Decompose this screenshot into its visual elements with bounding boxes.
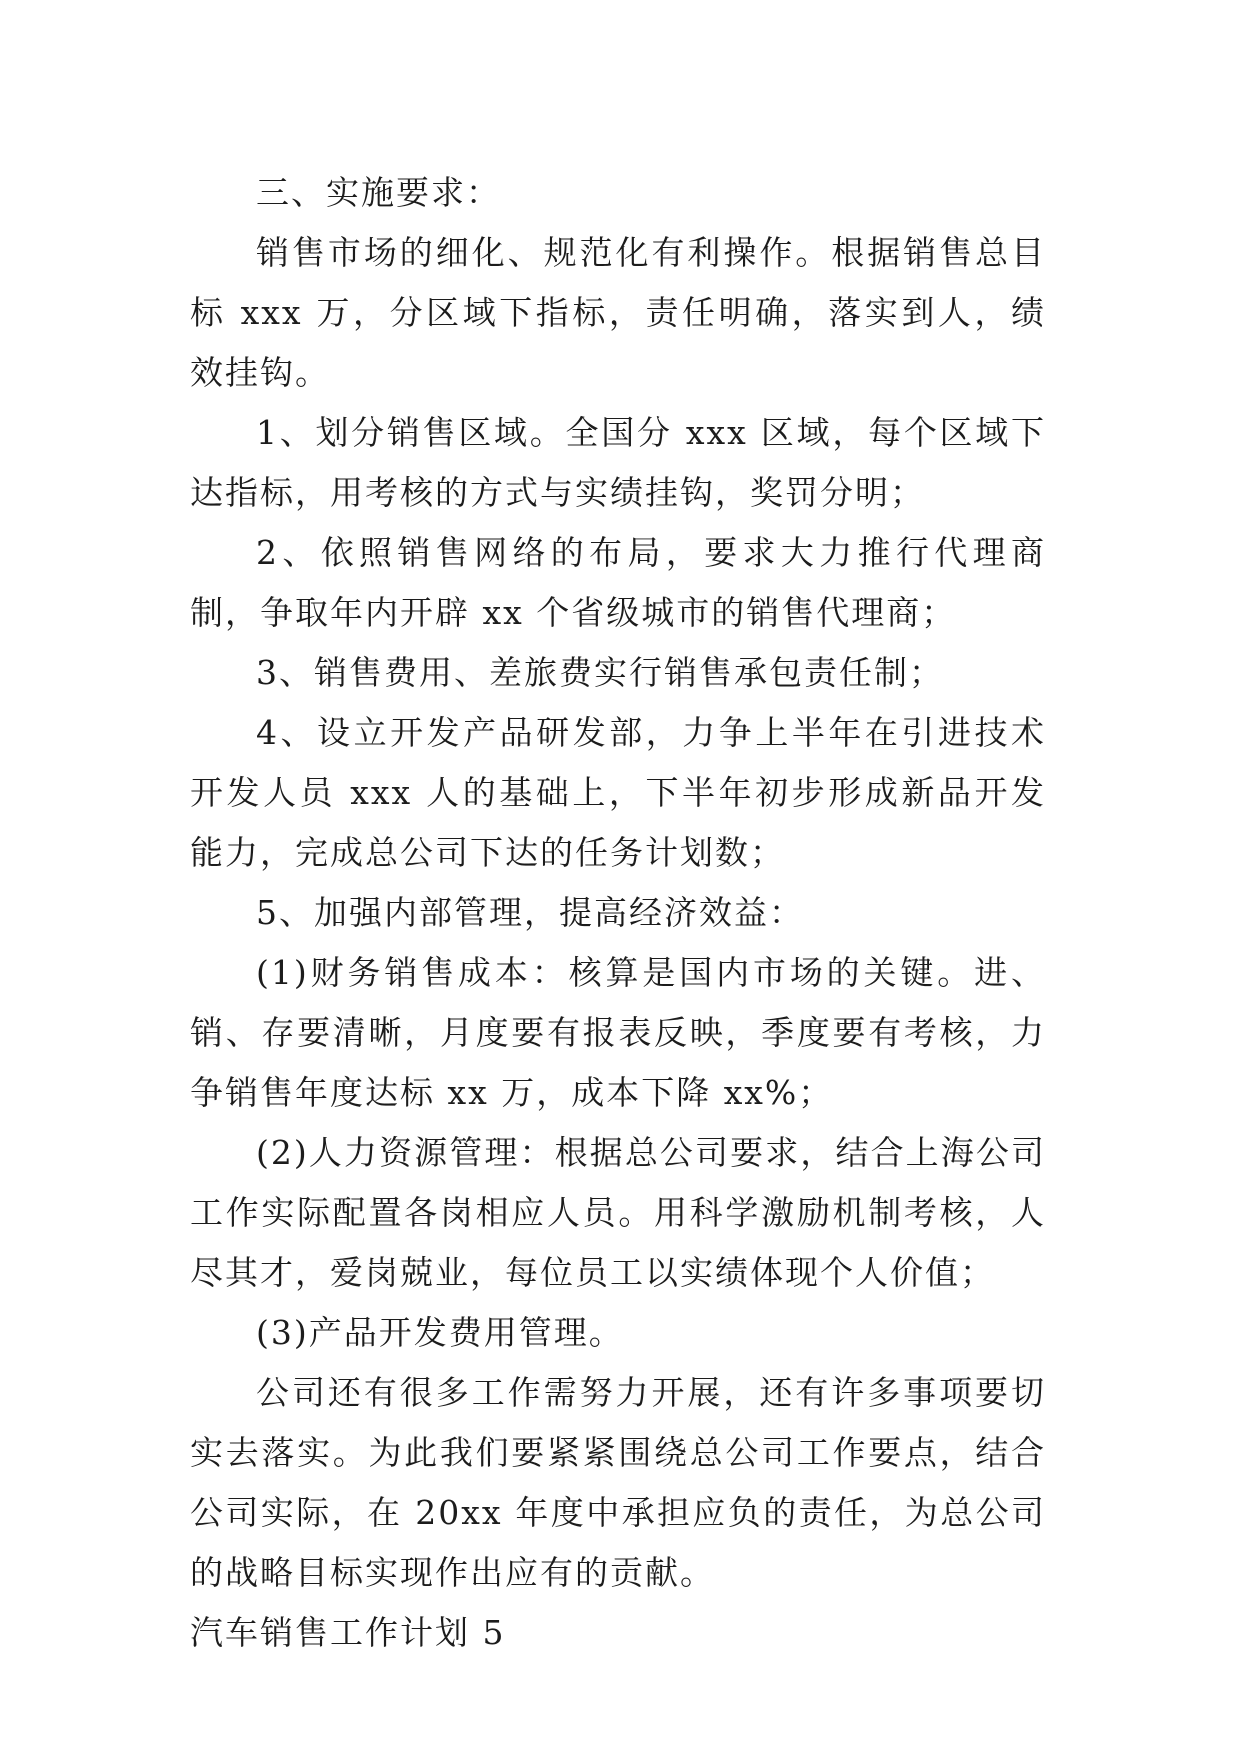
sub-item-2: (2)人力资源管理：根据总公司要求，结合上海公司工作实际配置各岗相应人员。用科学激励机制考核，人尽其才，爱岗兢业，每位员工以实绩体现个人价值； — [190, 1133, 1046, 1292]
paragraph-intro: 销售市场的细化、规范化有利操作。根据销售总目标 xxx 万，分区域下指标，责任明确，落实到人，绩效挂钩。 — [190, 233, 1046, 392]
sub-item-1: (1)财务销售成本：核算是国内市场的关键。进、销、存要清晰，月度要有报表反映，季度要有考核，力争销售年度达标 xx 万，成本下降 xx%； — [190, 953, 1046, 1112]
list-item-3: 3、销售费用、差旅费实行销售承包责任制； — [256, 653, 944, 692]
list-item-4: 4、设立开发产品研发部，力争上半年在引进技术开发人员 xxx 人的基础上，下半年初步形成新品开发能力，完成总公司下达的任务计划数； — [190, 713, 1046, 872]
list-item-5: 5、加强内部管理，提高经济效益： — [256, 893, 804, 932]
section-heading: 三、实施要求： — [256, 173, 501, 212]
document-body — [190, 163, 1046, 1663]
closing-paragraph: 公司还有很多工作需努力开展，还有许多事项要切实去落实。为此我们要紧紧围绕总公司工作要点，结合公司实际，在 20xx 年度中承担应负的责任，为总公司的战略目标实现作出应有的贡献。 — [190, 1373, 1046, 1592]
next-section-heading: 汽车销售工作计划 5 — [190, 1613, 506, 1652]
sub-item-3: (3)产品开发费用管理。 — [256, 1313, 624, 1352]
list-item-1: 1、划分销售区域。全国分 xxx 区域，每个区域下达指标，用考核的方式与实绩挂钩，奖罚分明； — [190, 413, 1046, 512]
list-item-2: 2、依照销售网络的布局，要求大力推行代理商制，争取年内开辟 xx 个省级城市的销售代理商； — [190, 533, 1046, 632]
